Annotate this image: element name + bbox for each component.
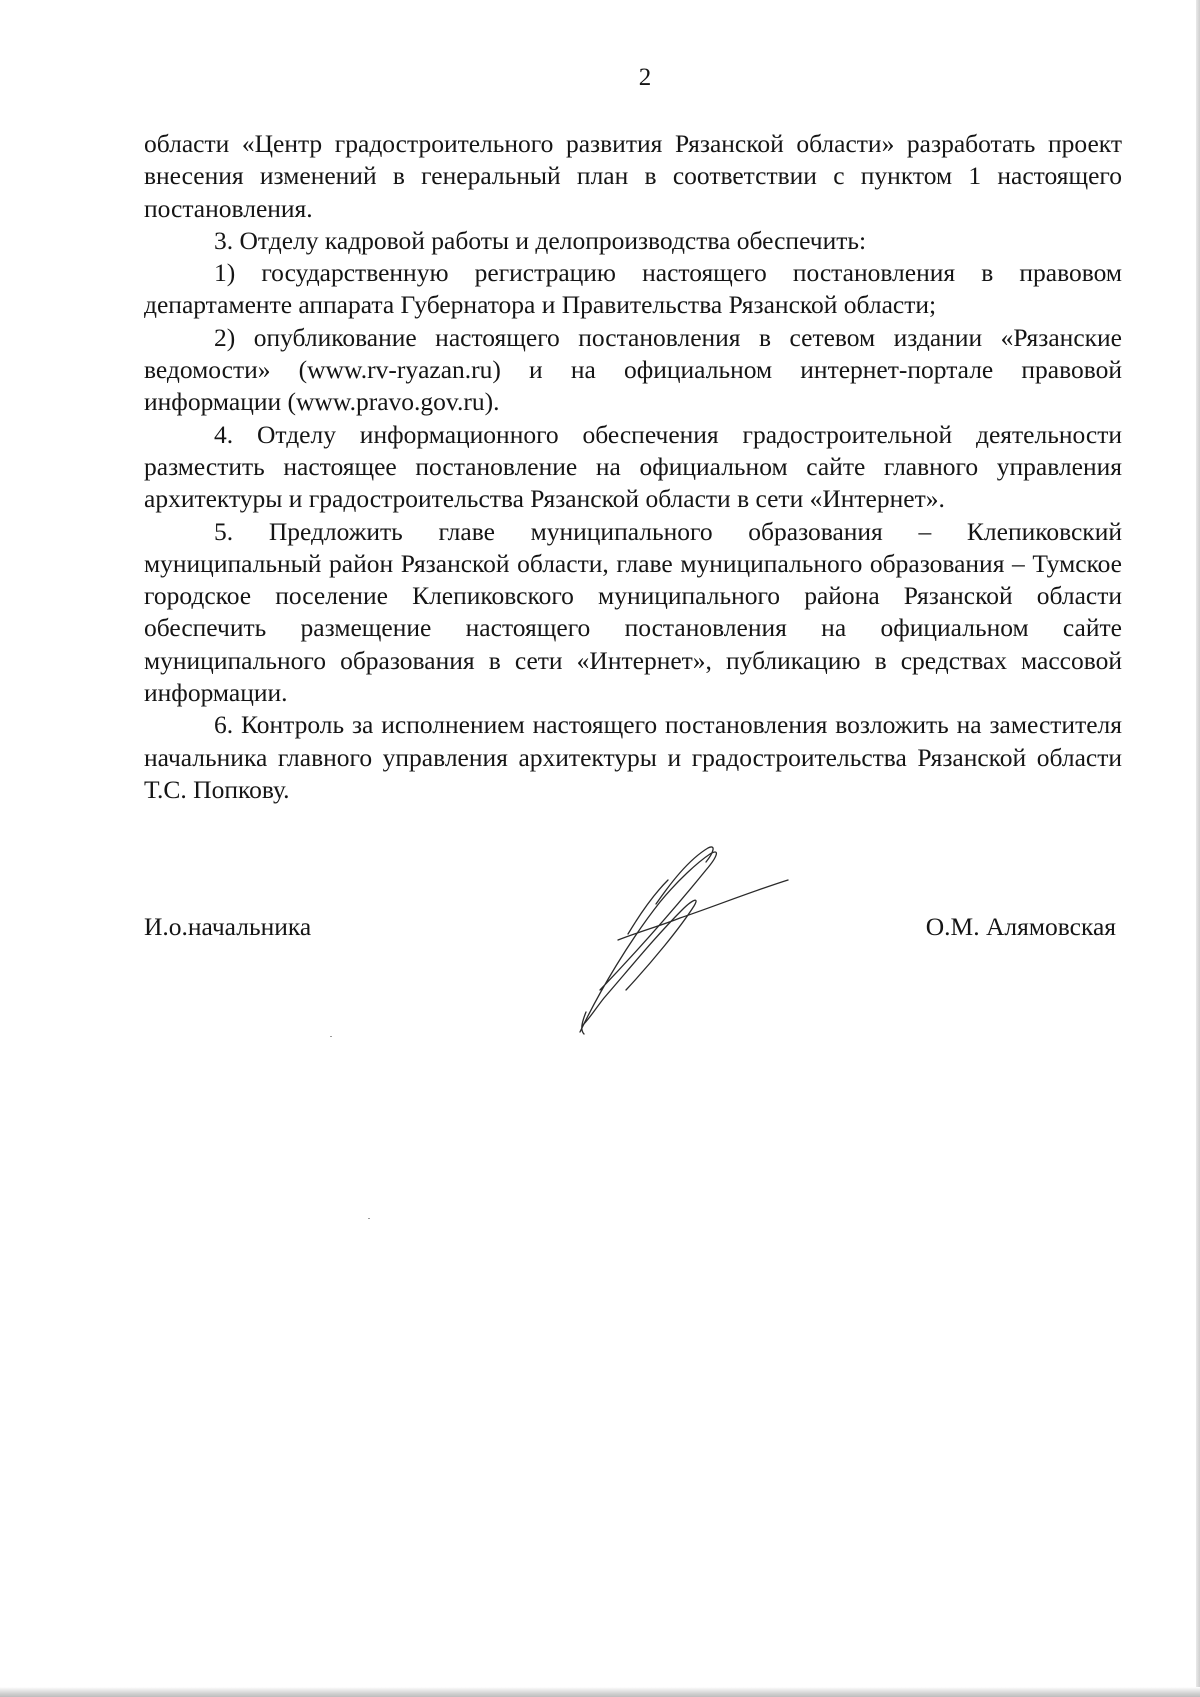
signature-stroke: [580, 852, 716, 1032]
signer-name: О.М. Алямовская: [925, 912, 1116, 941]
paragraph-3-2: 2) опубликование настоящего постановления в сетевом издании «Рязанские ведомости» (www.rv-ryazan.ru) и на официальном интернет-портале правовой информации (www.pravo.gov.ru).: [144, 322, 1122, 417]
paragraph-3-1: 1) государственную регистрацию настоящего постановления в правовом департаменте аппарата Губернатора и Правительства Рязанской области;: [144, 258, 1122, 320]
scan-edge-bottom: [0, 1687, 1200, 1697]
document-body: [144, 128, 1122, 806]
page-number: 2: [638, 64, 652, 91]
signature-stroke: [628, 880, 668, 934]
paragraph-6: 6. Контроль за исполнением настоящего постановления возложить на заместителя начальника главного управления архитектуры и градостроительства Рязанской области Т.С. Попкову.: [144, 710, 1122, 804]
paragraph-continuation: области «Центр градостроительного развития Рязанской области» разработать проект внесения изменений в генеральный план в соответствии с пунктом 1 настоящего постановления.: [144, 129, 1122, 223]
position-title: И.о.начальника: [144, 912, 312, 941]
paragraph-5: 5. Предложить главе муниципального образования – Клепиковский муниципальный район Рязанской области, главе муниципального образования – Тумское городское поселение Клепиковского муниципального района Рязанской области обеспечить размещение настоящего постановления на официальном сайте муниципального образования в сети «Интернет», публикацию в средствах массовой информации.: [144, 516, 1122, 708]
scan-edge-right: [1196, 0, 1200, 1697]
scan-speck: [368, 1218, 370, 1219]
scan-speck: [330, 1036, 332, 1037]
paragraph-4: 4. Отделу информационного обеспечения градостроительной деятельности разместить настоящее постановление на официальном сайте главного управления архитектуры и градостроительства Рязанской области в сети «Интернет».: [144, 419, 1122, 514]
paragraph-3: 3. Отделу кадровой работы и делопроизводства обеспечить:: [214, 225, 867, 255]
handwritten-signature: [560, 840, 830, 1040]
